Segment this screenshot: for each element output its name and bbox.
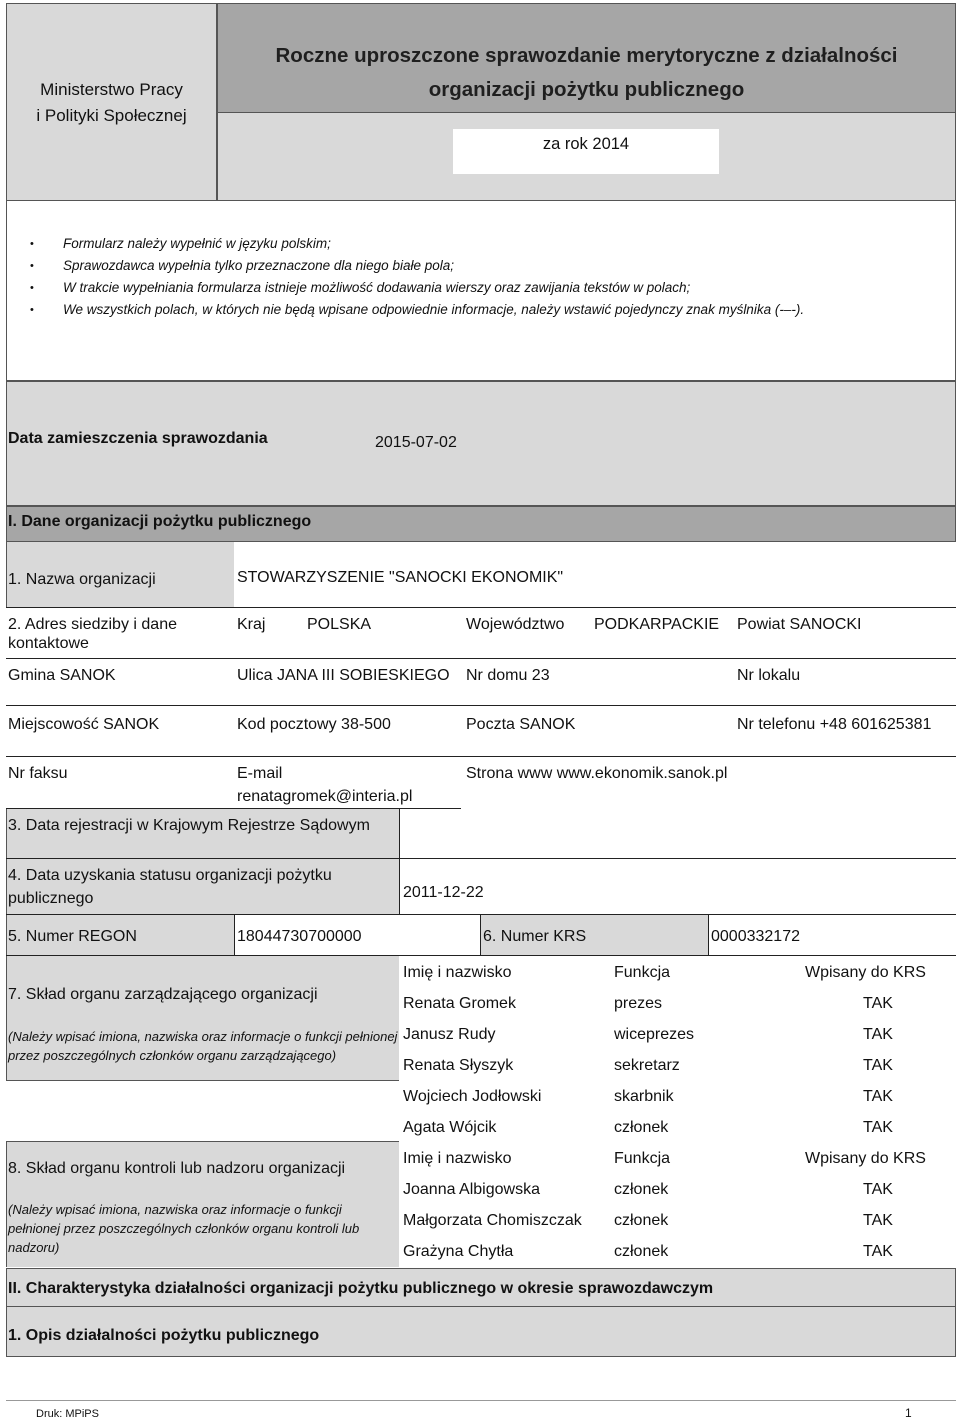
control-note: (Należy wpisać imiona, nazwiska oraz informacje o funkcji pełnionej przez poszczególnych członków organu kontroli lub nadzoru) [8,1202,360,1255]
board-header-name: Imię i nazwisko [403,964,512,981]
voivodeship-value: PODKARPACKIE [594,616,720,633]
postal-code: Kod pocztowy 38-500 [237,716,391,733]
board-member-function: prezes [614,995,663,1012]
krs-registration-date-label: 3. Data rejestracji w Krajowym Rejestrze Sądowym [8,817,370,834]
instruction-item: • Sprawozdawca wypełnia tylko przeznaczone dla niego białe pola; [30,255,804,277]
control-member-name: Małgorzata Chomiszczak [403,1212,582,1229]
phone-number: Nr telefonu +48 601625381 [737,716,932,733]
board-member-krs: TAK [863,1088,893,1105]
control-member-name: Grażyna Chytła [403,1243,514,1260]
regon-label: 5. Numer REGON [8,928,137,945]
ministry-name-line2: i Polityki Społecznej [36,106,187,125]
control-label: 8. Skład organu kontroli lub nadzoru organizacji [8,1160,346,1177]
report-title-line2: organizacji pożytku publicznego [428,78,745,101]
board-member-name: Renata Gromek [403,995,516,1012]
instruction-item: • W trakcie wypełniania formularza istnieje możliwość dodawania wierszy oraz zawijania tekstów w polach; [30,277,804,299]
footer-page-number: 1 [905,1406,912,1420]
board-member-name: Wojciech Jodłowski [403,1088,542,1105]
control-member-name: Joanna Albigowska [403,1181,540,1198]
footer-bar [6,1400,956,1422]
apartment-number: Nr lokalu [737,667,801,684]
board-member-krs: TAK [863,1026,893,1043]
board-member-krs: TAK [863,1119,893,1136]
email-value: renatagromek@interia.pl [237,788,413,805]
report-title-line1: Roczne uproszczone sprawozdanie merytoryczne z działalności [275,44,898,67]
board-member-name: Agata Wójcik [403,1119,497,1136]
section1-title: I. Dane organizacji pożytku publicznego [8,513,312,530]
publication-date-value: 2015-07-02 [375,434,457,451]
city: Miejscowość SANOK [8,716,160,733]
board-header-krs: Wpisany do KRS [805,964,926,981]
fax-number: Nr faksu [8,765,68,782]
krs-number-label: 6. Numer KRS [483,928,587,945]
report-year: za rok 2014 [542,135,630,153]
control-header-name: Imię i nazwisko [403,1150,512,1167]
county: Powiat SANOCKI [737,616,862,633]
control-header-krs: Wpisany do KRS [805,1150,926,1167]
board-member-krs: TAK [863,995,893,1012]
address-label: 2. Adres siedziby i dane kontaktowe [8,616,177,652]
pbo-status-date-label: 4. Data uzyskania statusu organizacji pożytku publicznego [8,867,332,907]
board-member-name: Renata Słyszyk [403,1057,514,1074]
control-member-krs: TAK [863,1181,893,1198]
ministry-box [6,3,217,201]
control-member-function: członek [614,1243,669,1260]
control-member-krs: TAK [863,1212,893,1229]
control-member-function: członek [614,1181,669,1198]
board-header-function: Funkcja [614,964,671,981]
org-name-label: 1. Nazwa organizacji [8,571,156,588]
instruction-item: • We wszystkich polach, w których nie będą wpisane odpowiednie informacje, należy wstawić pojedynczy znak myślnika (-–-). [30,299,804,321]
board-member-name: Janusz Rudy [403,1026,496,1043]
publication-date-label: Data zamieszczenia sprawozdania [8,430,268,447]
board-label: 7. Skład organu zarządzającego organizacji [8,986,318,1003]
email-label: E-mail [237,765,283,782]
house-number: Nr domu 23 [466,667,550,684]
regon-value: 18044730700000 [237,928,362,945]
country-value: POLSKA [307,616,372,633]
section2-title: II. Charakterystyka działalności organizacji pożytku publicznego w okresie sprawozdawczym [8,1280,714,1297]
street: Ulica JANA III SOBIESKIEGO [237,667,450,684]
control-header-function: Funkcja [614,1150,671,1167]
control-member-function: członek [614,1212,669,1229]
board-member-function: członek [614,1119,669,1136]
board-member-function: skarbnik [614,1088,674,1105]
section2-subtitle: 1. Opis działalności pożytku publicznego [8,1327,320,1344]
website: Strona www www.ekonomik.sanok.pl [466,765,728,782]
instruction-item: • Formularz należy wypełnić w języku polskim; [30,233,804,255]
board-member-function: wiceprezes [614,1026,695,1043]
ministry-name-line1: Ministerstwo Pracy [40,80,183,99]
municipality: Gmina SANOK [8,667,116,684]
voivodeship-label: Województwo [466,616,565,633]
org-name-value: STOWARZYSZENIE "SANOCKI EKONOMIK" [237,569,564,586]
board-member-krs: TAK [863,1057,893,1074]
instructions-list [30,233,804,321]
pbo-status-date-value: 2011-12-22 [403,884,484,901]
board-note: (Należy wpisać imiona, nazwiska oraz informacje o funkcji pełnionej przez poszczególnych członków organu zarządzającego) [8,1029,398,1063]
board-member-function: sekretarz [614,1057,680,1074]
control-member-krs: TAK [863,1243,893,1260]
country-label: Kraj [237,616,266,633]
krs-number-value: 0000332172 [711,928,800,945]
footer-print-info: Druk: MPiPS [36,1408,99,1420]
post-office: Poczta SANOK [466,716,576,733]
